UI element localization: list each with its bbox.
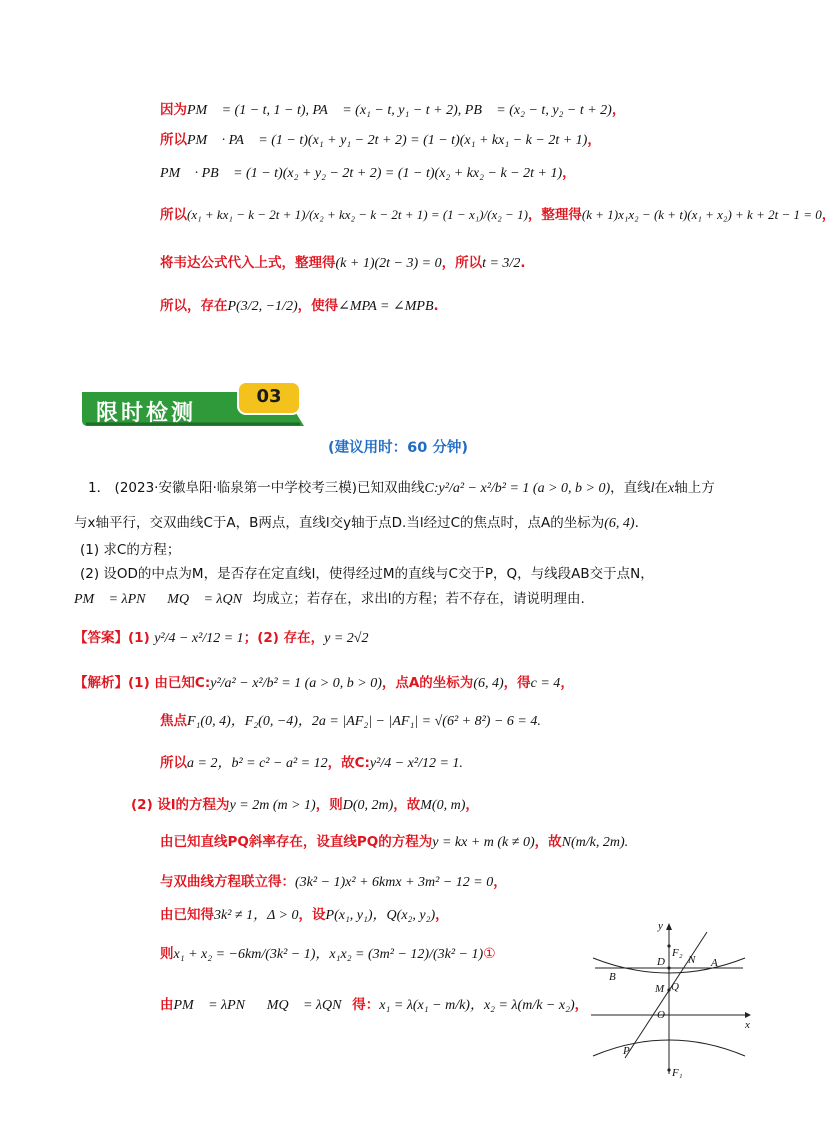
problem-question-2-cont: PM⃗ = λPN⃗，MQ⃗ = λQN⃗均成立；若存在，求出l的方程；若不存在，请说明理由.: [74, 591, 585, 607]
point-f2: [667, 944, 670, 947]
analysis-line-2: 焦点F₁(0, 4)，F₂(0, −4)，2a = |AF₂| − |AF₁| = √(6² + 8²) − 6 = 4.: [160, 713, 541, 729]
derivation-line-4: 所以(x₁ + kx₁ − k − 2t + 1)/(x₂ + kx₂ − k − 2t + 1) = (1 − x₁)/(x₂ − 1)，整理得(k + 1)x₁x₂ − (k + t)(x₁ + x₂) + k + 2t − 1 = 0，: [160, 207, 835, 223]
label-m: M: [655, 983, 665, 995]
analysis-part2-line-3: 与双曲线方程联立得：(3k² − 1)x² + 6kmx + 3m² − 12 = 0，: [160, 874, 507, 890]
problem-line-1: 1． (2023·安徽阜阳·临泉第一中学校考三模)已知双曲线C:y²/a² − x²/b² = 1 (a > 0, b > 0)，直线l在x轴上方: [88, 480, 715, 496]
derivation-line-5: 将韦达公式代入上式，整理得(k + 1)(2t − 3) = 0，所以t = 3/2.: [160, 255, 526, 271]
analysis-part2-line-1: (2) 设l的方程为y = 2m (m > 1)，则D(0, 2m)，故M(0, m)，: [131, 797, 479, 813]
section-header-title: 限时检测: [96, 401, 197, 426]
derivation-line-2: 所以PM⃗ · PA⃗ = (1 − t)(x₁ + y₁ − 2t + 2) = (1 − t)(x₁ + kx₁ − k − 2t + 1)，: [160, 132, 601, 148]
point-f1: [667, 1068, 670, 1071]
section-header-number: 03: [256, 386, 282, 407]
section-header: [78, 380, 310, 430]
time-hint: (建议用时：60 分钟): [328, 440, 468, 456]
problem-question-2: (2) 设OD的中点为M，是否存在定直线l，使得经过M的直线与C交于P，Q，与线段AB交于点N，: [80, 566, 654, 582]
analysis-part2-line-5: 则x₁ + x₂ = −6km/(3k² − 1)，x₁x₂ = (3m² − 12)/(3k² − 1)①: [160, 946, 496, 962]
analysis-line-1: 【解析】(1) 由已知C:y²/a² − x²/b² = 1 (a > 0, b > 0)，点A的坐标为(6, 4)，得c = 4，: [74, 675, 574, 691]
problem-line-2: 与x轴平行，交双曲线C于A，B两点，直线l交y轴于点D.当l经过C的焦点时，点A的坐标为(6, 4).: [74, 515, 639, 531]
x-axis-arrow: [745, 1012, 751, 1018]
label-x: x: [745, 1019, 750, 1031]
label-f2: F₂: [672, 947, 683, 959]
label-b: B: [609, 971, 616, 983]
analysis-line-3: 所以a = 2，b² = c² − a² = 12，故C:y²/4 − x²/12 = 1.: [160, 755, 463, 771]
answer-line: 【答案】(1) y²/4 − x²/12 = 1；(2) 存在，y = 2√2: [74, 630, 369, 646]
problem-question-1: (1) 求C的方程；: [80, 542, 181, 558]
label-p: P: [623, 1045, 630, 1057]
analysis-part2-line-4: 由已知得3k² ≠ 1，Δ > 0，设P(x₁, y₁)，Q(x₂, y₂)，: [160, 907, 449, 923]
y-axis-arrow: [666, 923, 672, 930]
label-a: A: [711, 957, 718, 969]
label-y: y: [658, 920, 663, 932]
label-q: Q: [671, 981, 679, 993]
derivation-line-6: 所以，存在P(3/2, −1/2)，使得∠MPA = ∠MPB.: [160, 298, 439, 314]
label-n: N: [688, 954, 696, 966]
hyperbola-figure: [585, 918, 760, 1078]
point-d: [667, 966, 670, 969]
derivation-line-3: PM⃗ · PB⃗ = (1 − t)(x₂ + y₂ − 2t + 2) = (1 − t)(x₂ + kx₂ − k − 2t + 1)，: [160, 165, 576, 181]
derivation-line-1: 因为PM⃗ = (1 − t, 1 − t), PA⃗ = (x₁ − t, y₁ − t + 2), PB⃗ = (x₂ − t, y₂ − t + 2)，: [160, 102, 626, 118]
line-pq: [625, 932, 707, 1058]
analysis-part2-line-6: 由PM⃗ = λPN⃗，MQ⃗ = λQN⃗得：x₁ = λ(x₁ − m/k)，x₂ = λ(m/k − x₂)，: [160, 997, 589, 1013]
label-d: D: [657, 956, 665, 968]
label-o: O: [657, 1009, 665, 1021]
label-f1: F₁: [672, 1067, 683, 1079]
analysis-part2-line-2: 由已知直线PQ斜率存在，设直线PQ的方程为y = kx + m (k ≠ 0)，故N(m/k, 2m).: [160, 834, 629, 850]
